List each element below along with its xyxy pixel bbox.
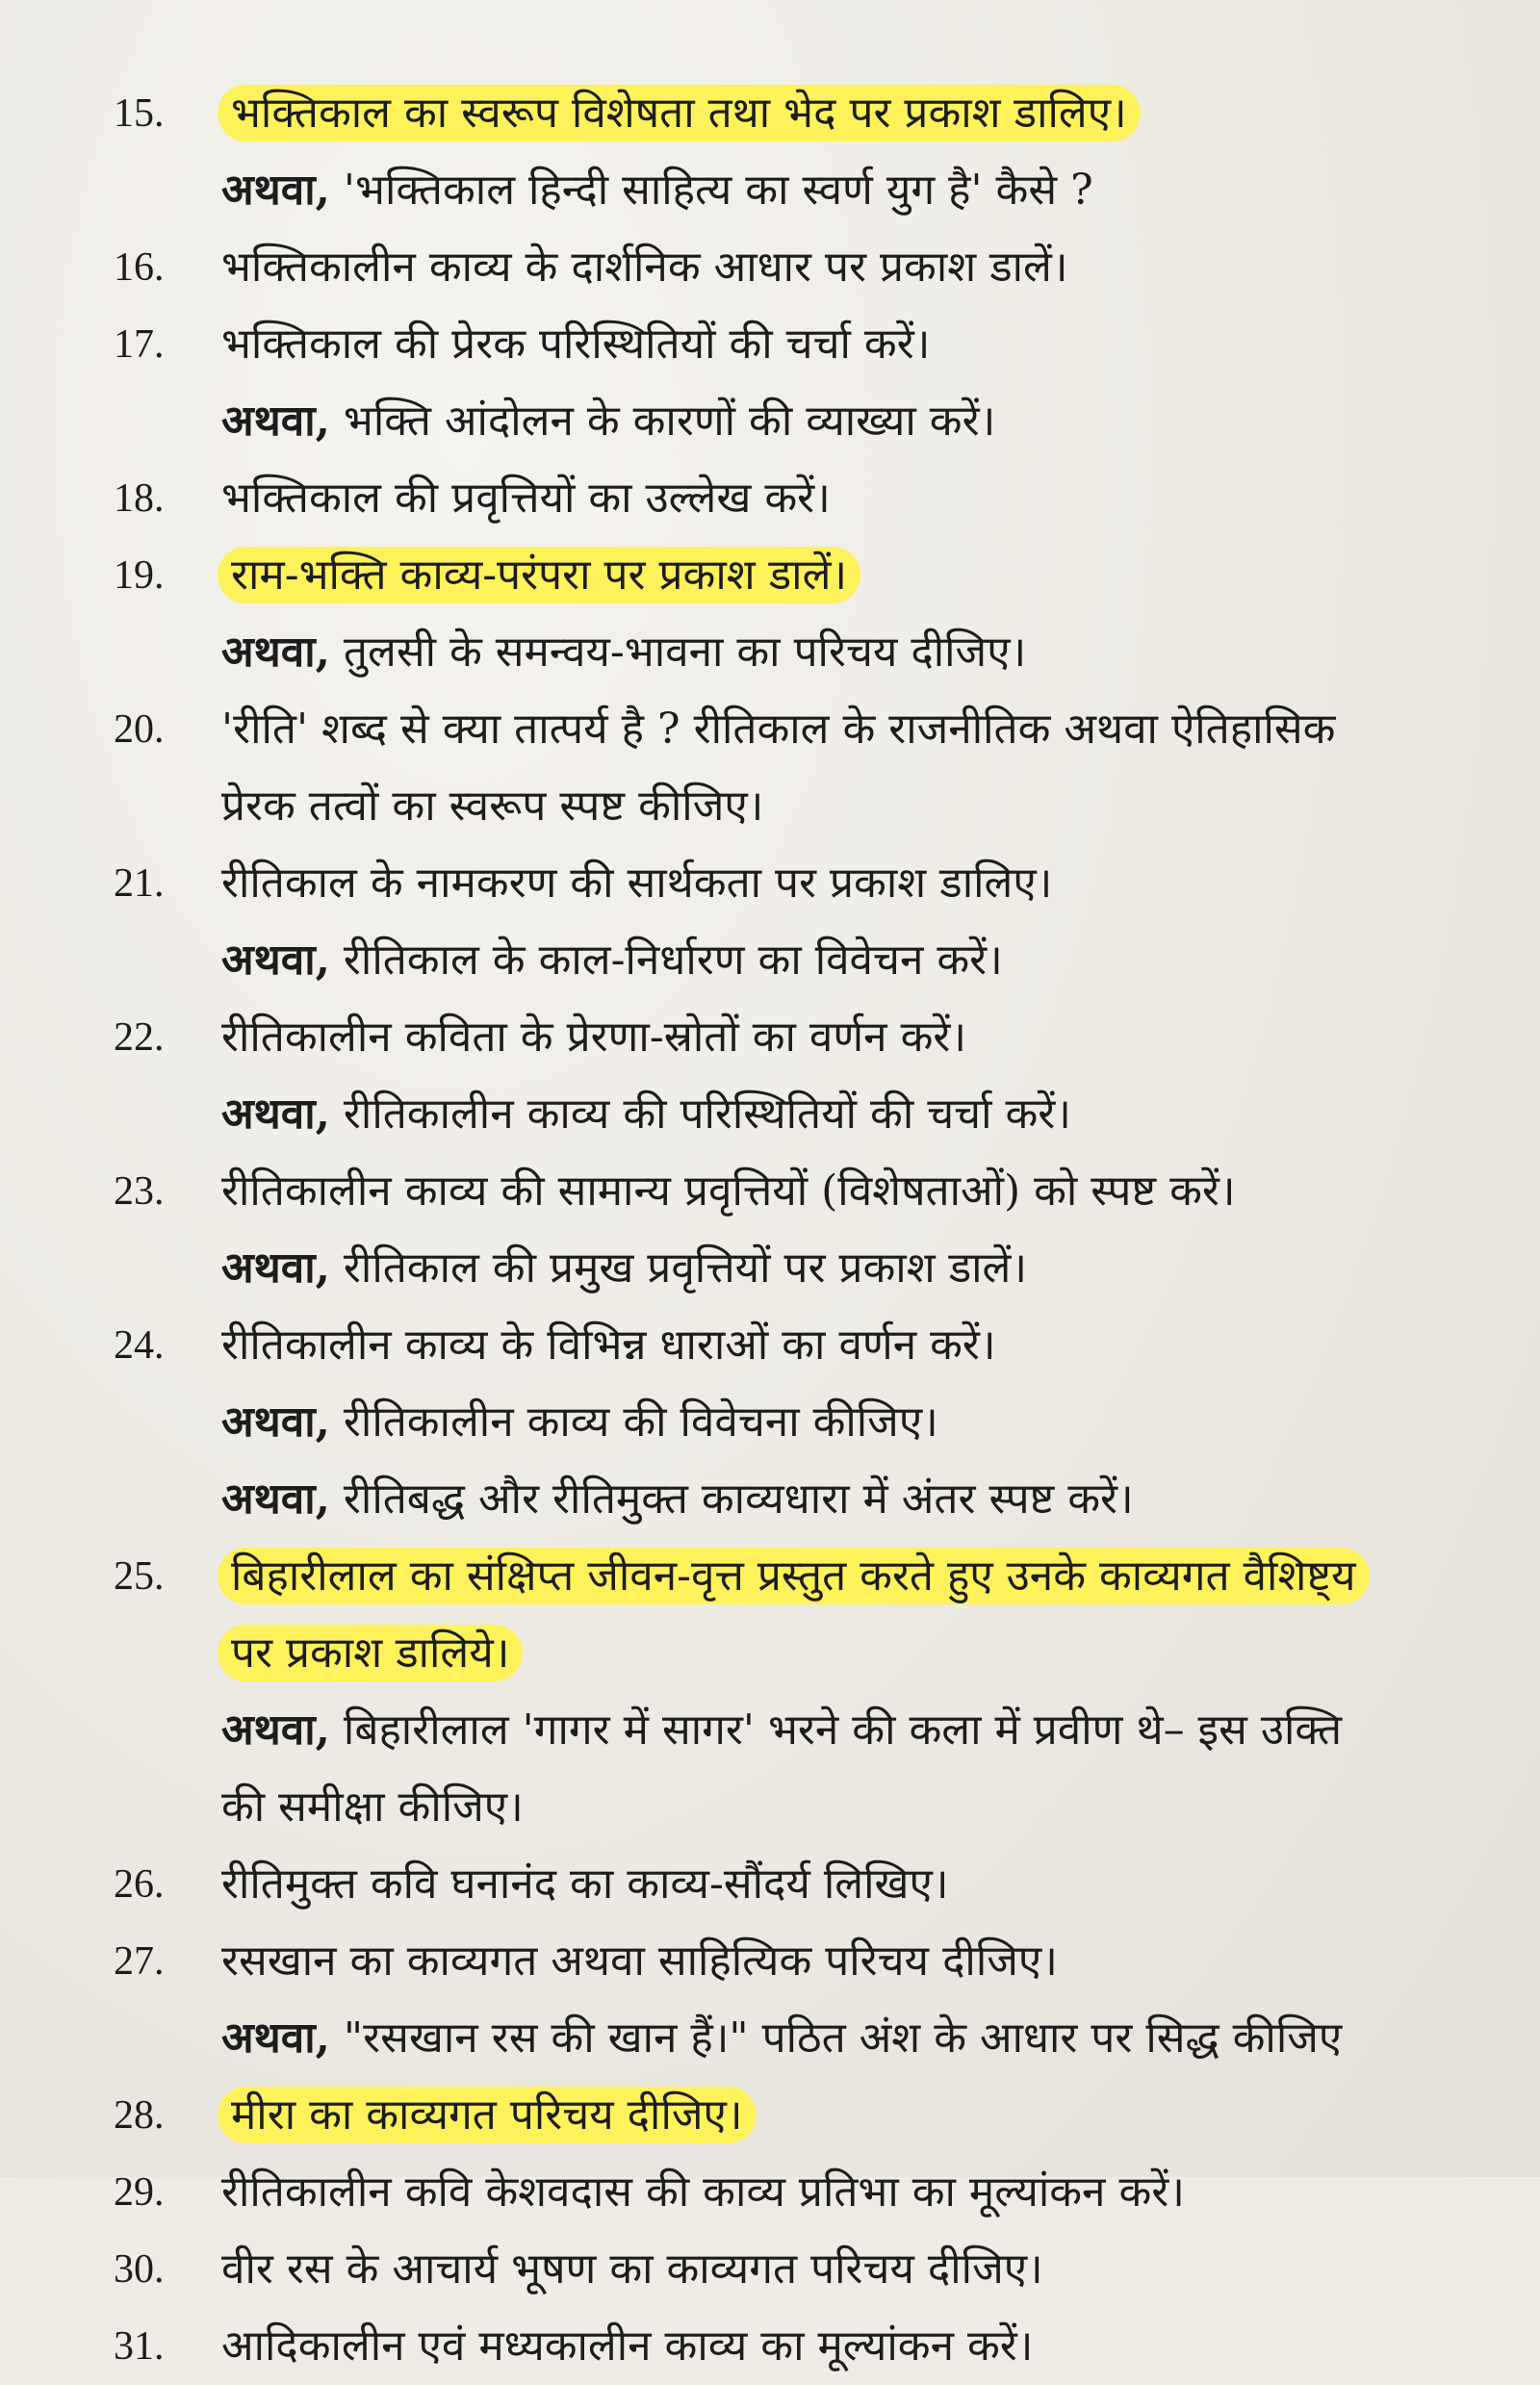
question-item [114, 2077, 1509, 2154]
question-number: 27. [114, 1939, 165, 1984]
alternate-question [114, 614, 1509, 691]
question-item [114, 306, 1509, 460]
alternate-text: तुलसी के समन्वय-भावना का परिचय दीजिए। [343, 628, 1027, 677]
question-text: रीतिकालीन काव्य के विभिन्न धाराओं का वर्णन करें। [221, 1321, 996, 1370]
question-item [114, 2154, 1509, 2231]
question-number: 23. [114, 1169, 165, 1214]
alternate-question [114, 1230, 1509, 1307]
alternate-text: रीतिकालीन काव्य की परिस्थितियों की चर्चा करें। [343, 1090, 1071, 1139]
question-text: रसखान का काव्यगत अथवा साहित्यिक परिचय दीजिए। [221, 1936, 1058, 1986]
alternate-question [114, 383, 1509, 460]
question-line [114, 691, 1509, 768]
alternate-question [114, 2000, 1509, 2077]
question-item [114, 1923, 1509, 2077]
question-line [114, 2308, 1509, 2385]
question-number: 30. [114, 2247, 165, 2292]
question-number: 29. [114, 2170, 165, 2215]
alternate-text: रीतिबद्ध और रीतिमुक्त काव्यधारा में अंतर स्पष्ट करें। [343, 1475, 1134, 1524]
question-number: 22. [114, 1015, 165, 1060]
question-line [114, 75, 1509, 152]
question-line [114, 229, 1509, 306]
alternate-label: अथवा, [221, 397, 330, 446]
question-line [114, 537, 1509, 614]
question-number: 20. [114, 707, 165, 752]
question-line [114, 1538, 1509, 1615]
question-line [114, 2154, 1509, 2231]
question-continuation-text: पर प्रकाश डालिये। [221, 1628, 519, 1678]
alternate-text: "रसखान रस की खान हैं।" पठित अंश के आधार पर सिद्ध कीजिए [343, 2013, 1343, 2063]
question-number: 16. [114, 245, 165, 290]
question-line [114, 845, 1509, 922]
question-line [114, 1153, 1509, 1230]
question-number: 19. [114, 553, 165, 598]
question-item [114, 1153, 1509, 1307]
alternate-question [114, 152, 1509, 229]
question-number: 15. [114, 91, 165, 136]
alternate-text: 'भक्तिकाल हिन्दी साहित्य का स्वर्ण युग है' कैसे ? [343, 166, 1093, 215]
question-text: आदिकालीन एवं मध्यकालीन काव्य का मूल्यांकन करें। [221, 2321, 1034, 2371]
question-text: वीर रस के आचार्य भूषण का काव्यगत परिचय दीजिए। [221, 2244, 1043, 2294]
question-item [114, 845, 1509, 999]
question-item [114, 229, 1509, 306]
alternate-label: अथवा, [221, 166, 330, 215]
alternate-label: अथवा, [221, 936, 330, 985]
question-text: मीरा का काव्यगत परिचय दीजिए। [221, 2090, 753, 2140]
alternate-label: अथवा, [221, 628, 330, 677]
alternate-text: रीतिकालीन काव्य की विवेचना कीजिए। [343, 1398, 938, 1447]
alternate-label: अथवा, [221, 1090, 330, 1139]
alternate-question [114, 1692, 1509, 1769]
question-number: 28. [114, 2093, 165, 2138]
question-item [114, 1538, 1509, 1846]
question-line [114, 460, 1509, 537]
question-item [114, 691, 1509, 845]
question-line [114, 1923, 1509, 2000]
question-number: 25. [114, 1554, 165, 1599]
alternate-text: रीतिकाल की प्रमुख प्रवृत्तियों पर प्रकाश डालें। [343, 1244, 1028, 1293]
question-text: राम-भक्ति काव्य-परंपरा पर प्रकाश डालें। [221, 551, 857, 600]
question-continuation-text: प्रेरक तत्वों का स्वरूप स्पष्ट कीजिए। [221, 782, 764, 831]
question-continuation [114, 768, 1509, 845]
question-text: 'रीति' शब्द से क्या तात्पर्य है ? रीतिकाल के राजनीतिक अथवा ऐतिहासिक [221, 705, 1336, 754]
question-line [114, 2231, 1509, 2308]
alternate-text: भक्ति आंदोलन के कारणों की व्याख्या करें। [343, 397, 996, 446]
question-line [114, 2077, 1509, 2154]
alternate-label: अथवा, [221, 2013, 330, 2063]
alternate-label: अथवा, [221, 1244, 330, 1293]
question-number: 26. [114, 1862, 165, 1907]
question-item [114, 1846, 1509, 1923]
alternate-text: रीतिकाल के काल-निर्धारण का विवेचन करें। [343, 936, 1003, 985]
alternate-label: अथवा, [221, 1475, 330, 1524]
question-item [114, 75, 1509, 229]
alternate-continuation-text: की समीक्षा कीजिए। [221, 1782, 524, 1832]
question-text: बिहारीलाल का संक्षिप्त जीवन-वृत्त प्रस्तुत करते हुए उनके काव्यगत वैशिष्ट्य [221, 1552, 1366, 1601]
question-text: रीतिकालीन कवि केशवदास की काव्य प्रतिभा का मूल्यांकन करें। [221, 2167, 1185, 2217]
question-number: 31. [114, 2324, 165, 2369]
question-number: 21. [114, 861, 165, 906]
question-line [114, 999, 1509, 1076]
question-item [114, 460, 1509, 537]
question-line [114, 1307, 1509, 1384]
question-item [114, 2231, 1509, 2308]
alternate-question [114, 1461, 1509, 1538]
alternate-question [114, 1076, 1509, 1153]
question-text: भक्तिकाल की प्रेरक परिस्थितियों की चर्चा करें। [221, 320, 931, 369]
question-text: रीतिकालीन काव्य की सामान्य प्रवृत्तियों (विशेषताओं) को स्पष्ट करें। [221, 1167, 1236, 1216]
alternate-label: अथवा, [221, 1705, 330, 1755]
question-number: 24. [114, 1323, 165, 1368]
question-list [114, 75, 1509, 2385]
question-line [114, 1846, 1509, 1923]
alternate-text: बिहारीलाल 'गागर में सागर' भरने की कला में प्रवीण थे– इस उक्ति [343, 1705, 1343, 1755]
question-text: भक्तिकालीन काव्य के दार्शनिक आधार पर प्रकाश डालें। [221, 243, 1068, 292]
alternate-question [114, 922, 1509, 999]
question-item [114, 999, 1509, 1153]
question-text: रीतिमुक्त कवि घनानंद का काव्य-सौंदर्य लिखिए। [221, 1859, 949, 1909]
question-text: रीतिकाल के नामकरण की सार्थकता पर प्रकाश डालिए। [221, 859, 1053, 908]
alternate-continuation [114, 1769, 1509, 1846]
question-text: रीतिकालीन कविता के प्रेरणा-स्रोतों का वर्णन करें। [221, 1013, 967, 1062]
question-number: 17. [114, 322, 165, 367]
alternate-question [114, 1384, 1509, 1461]
question-line [114, 306, 1509, 383]
question-item [114, 1307, 1509, 1538]
question-text: भक्तिकाल की प्रवृत्तियों का उल्लेख करें। [221, 474, 831, 523]
question-continuation [114, 1615, 1509, 1692]
alternate-label: अथवा, [221, 1398, 330, 1447]
question-number: 18. [114, 476, 165, 521]
question-item [114, 2308, 1509, 2385]
question-text: भक्तिकाल का स्वरूप विशेषता तथा भेद पर प्रकाश डालिए। [221, 89, 1137, 138]
question-item [114, 537, 1509, 691]
